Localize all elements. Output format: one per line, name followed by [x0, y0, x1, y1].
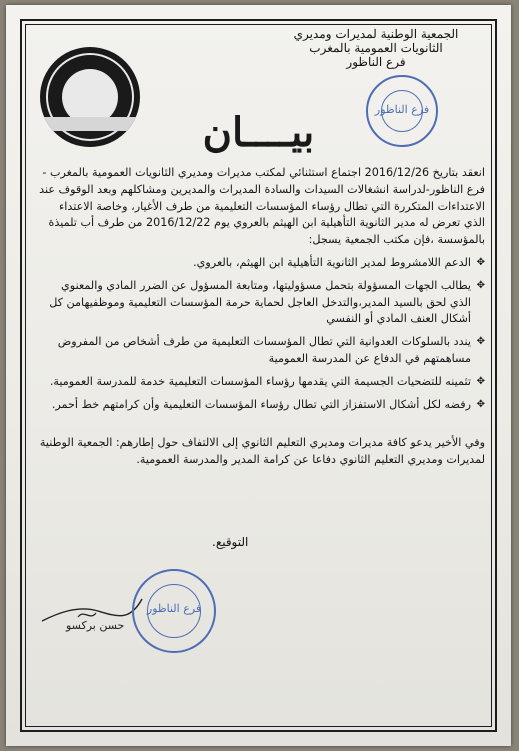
header-line-2: الثانويات العمومية بالمغرب — [309, 41, 443, 55]
header-line-3: فرع الناظور — [346, 55, 406, 69]
list-item: ✥ تثمينه للتضحيات الجسيمة التي يقدمها رؤساء المؤسسات التعليمية خدمة للمدرسة العمومية. — [38, 374, 485, 391]
intro-paragraph: انعقد بتاريخ 2016/12/26 اجتماع استثنائي لمكتب مديرات ومديري الثانويات العمومية بالمغرب - فرع الناظور-لدراسة انشغالات السيدات والسادة المديرات والمديرين ومشاكلهم وبعد الوقوف عند الاعتداءات المتكررة التي تطال رؤساء المؤسسات التعليمية من طرف الأغيار، وخاصة الاعتداء الذي تعرض له مدير الثانوية التأهيلية ابن الهيثم بالعروي يوم 2016/12/22 من طرف أب تلميذة بالمؤسسة ،فإن مكتب الجمعية يسجل: — [39, 166, 485, 247]
document-page — [6, 5, 511, 746]
list-item: ✥ يندد بالسلوكات العدوانية التي تطال المؤسسات التعليمية من طرف أشخاص من المفروض مساهمتهم في الدفاع عن المدرسة العمومية — [38, 334, 485, 368]
signatory-name: حسن بركسو — [66, 619, 125, 632]
header-line-1: الجمعية الوطنية لمديرات ومديري — [293, 27, 459, 41]
stamp-text: فرع الناظور — [146, 602, 202, 615]
stamp-text: فرع الناظور — [374, 103, 430, 117]
list-item: ✥ الدعم اللامشروط لمدير الثانوية التأهيلية ابن الهيثم، بالعروي. — [38, 255, 485, 272]
signature-label: التوقيع. — [212, 535, 249, 549]
closing-paragraph: وفي الأخير يدعو كافة مديرات ومديري التعليم الثانوي إلى الالتفاف حول إطارهم: الجمعية الوطنية لمديرات ومديري التعليم الثانوي دفاعا عن كرامة المدير والمدرسة العمومية. — [39, 436, 485, 467]
list-item: ✥ يطالب الجهات المسؤولة بتحمل مسؤوليتها، ومتابعة المسؤول عن الضرر المادي والمعنوي الذي لحق بالسيد المدير،والتدخل العاجل لحماية حرمة المؤسسات التعليمية وموظفيهامن كل أشكال العنف المادي أو النفسي — [38, 278, 485, 328]
statement-body — [38, 165, 485, 469]
association-header — [271, 27, 481, 69]
branch-stamp-bottom — [132, 569, 216, 653]
resolution-list — [38, 255, 485, 413]
statement-title: بيــــان — [202, 109, 315, 156]
list-item: ✥ رفضه لكل أشكال الاستفزاز التي تطال رؤساء المؤسسات التعليمية وأن كرامتهم خط أحمر. — [38, 397, 485, 414]
